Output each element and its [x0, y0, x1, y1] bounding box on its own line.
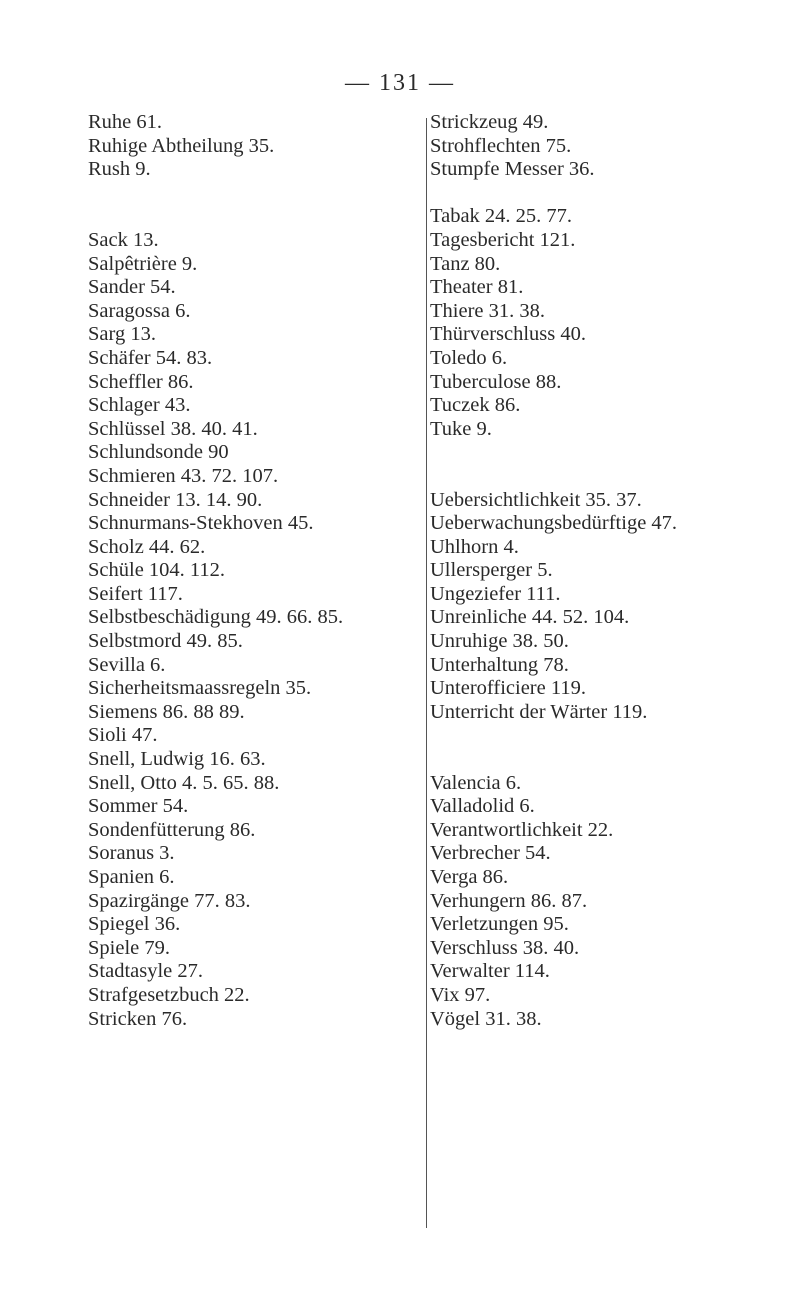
index-entry: Tuberculose 88.	[430, 370, 562, 393]
index-entry: Sevilla 6.	[88, 653, 166, 676]
index-entry: Vögel 31. 38.	[430, 1007, 542, 1030]
index-entry: Uebersichtlichkeit 35. 37.	[430, 488, 642, 511]
index-entry: Verwalter 114.	[430, 960, 550, 983]
index-column-right	[430, 111, 770, 1031]
index-entry: Vix 97.	[430, 983, 491, 1006]
index-entry: Selbstmord 49. 85.	[88, 630, 243, 653]
index-entry: Theater 81.	[430, 276, 524, 299]
index-entry: Tagesbericht 121.	[430, 228, 576, 251]
index-entry: Spiele 79.	[88, 936, 170, 959]
index-entry: Schlager 43.	[88, 394, 191, 417]
index-entry: Verantwortlichkeit 22.	[430, 818, 614, 841]
index-entry: Toledo 6.	[430, 346, 508, 369]
index-entry: Snell, Ludwig 16. 63.	[88, 748, 266, 771]
index-entry: Sicherheitsmaassregeln 35.	[88, 677, 312, 700]
index-entry: Ruhe 61.	[88, 111, 163, 133]
index-entry: Ruhige Abtheilung 35.	[88, 134, 275, 157]
index-entry: Schlüssel 38. 40. 41.	[88, 417, 258, 440]
index-group-s-continued	[430, 111, 770, 182]
index-entry: Thiere 31. 38.	[430, 299, 545, 322]
index-entry: Salpêtrière 9.	[88, 252, 198, 275]
index-entry: Strickzeug 49.	[430, 111, 549, 133]
index-entry: Spazirgänge 77. 83.	[88, 889, 251, 912]
index-entry: Valladolid 6.	[430, 795, 535, 818]
index-group-v	[430, 772, 770, 1032]
index-entry: Ullersperger 5.	[430, 559, 553, 582]
index-entry: Tuczek 86.	[430, 394, 521, 417]
column-divider	[426, 118, 427, 1228]
index-entry: Verhungern 86. 87.	[430, 889, 588, 912]
index-entry: Sondenfütterung 86.	[88, 818, 256, 841]
index-entry: Spiegel 36.	[88, 913, 181, 936]
index-entry: Unruhige 38. 50.	[430, 630, 569, 653]
group-spacer	[88, 182, 418, 206]
index-entry: Stumpfe Messer 36.	[430, 158, 595, 181]
index-entry: Schüle 104. 112.	[88, 559, 226, 582]
index-entry: Unreinliche 44. 52. 104.	[430, 606, 630, 629]
index-entry: Schäfer 54. 83.	[88, 346, 213, 369]
index-group-r	[88, 111, 418, 182]
index-entry: Schlundsonde 90	[88, 441, 229, 464]
index-entry: Rush 9.	[88, 158, 151, 181]
index-entry: Strohflechten 75.	[430, 134, 572, 157]
index-entry: Thürverschluss 40.	[430, 323, 587, 346]
index-entry: Verletzungen 95.	[430, 913, 569, 936]
index-entry: Strafgesetzbuch 22.	[88, 983, 250, 1006]
page-number-header: — 131 —	[345, 70, 455, 96]
group-spacer	[430, 724, 770, 748]
index-entry: Unterricht der Wärter 119.	[430, 700, 648, 723]
index-entry: Unterhaltung 78.	[430, 653, 569, 676]
index-entry: Verbrecher 54.	[430, 842, 551, 865]
index-entry: Spanien 6.	[88, 866, 175, 888]
index-entry: Seifert 117.	[88, 582, 183, 605]
index-entry: Uhlhorn 4.	[430, 535, 519, 558]
group-spacer	[430, 441, 770, 465]
index-entry: Tabak 24. 25. 77.	[430, 205, 573, 228]
index-group-t	[430, 205, 770, 441]
index-entry: Verga 86.	[430, 866, 509, 888]
group-spacer	[430, 182, 770, 206]
index-entry: Stadtasyle 27.	[88, 960, 204, 983]
index-entry: Ueberwachungsbedürftige 47.	[430, 512, 678, 535]
group-spacer	[430, 465, 770, 489]
index-entry: Schneider 13. 14. 90.	[88, 488, 263, 511]
index-entry: Sander 54.	[88, 276, 176, 299]
index-group-s	[88, 229, 418, 1031]
index-entry: Siemens 86. 88 89.	[88, 700, 245, 723]
index-entry: Tanz 80.	[430, 252, 501, 275]
index-entry: Saragossa 6.	[88, 299, 191, 322]
index-entry: Selbstbeschädigung 49. 66. 85.	[88, 606, 344, 629]
index-entry: Sommer 54.	[88, 795, 189, 818]
index-entry: Valencia 6.	[430, 771, 522, 794]
index-entry: Sarg 13.	[88, 323, 156, 346]
index-entry: Verschluss 38. 40.	[430, 936, 580, 959]
index-entry: Scheffler 86.	[88, 370, 194, 393]
index-entry: Soranus 3.	[88, 842, 175, 865]
index-entry: Stricken 76.	[88, 1007, 188, 1030]
index-entry: Ungeziefer 111.	[430, 582, 561, 605]
index-entry: Schnurmans-Stekhoven 45.	[88, 512, 314, 535]
index-entry: Sack 13.	[88, 228, 159, 251]
index-column-left	[88, 111, 418, 1031]
group-spacer	[88, 205, 418, 229]
index-entry: Sioli 47.	[88, 724, 158, 747]
index-entry: Scholz 44. 62.	[88, 535, 206, 558]
group-spacer	[430, 748, 770, 772]
index-entry: Tuke 9.	[430, 417, 492, 440]
index-entry: Unterofficiere 119.	[430, 677, 586, 700]
index-entry: Snell, Otto 4. 5. 65. 88.	[88, 771, 280, 794]
index-entry: Schmieren 43. 72. 107.	[88, 464, 279, 487]
index-group-u	[430, 489, 770, 725]
